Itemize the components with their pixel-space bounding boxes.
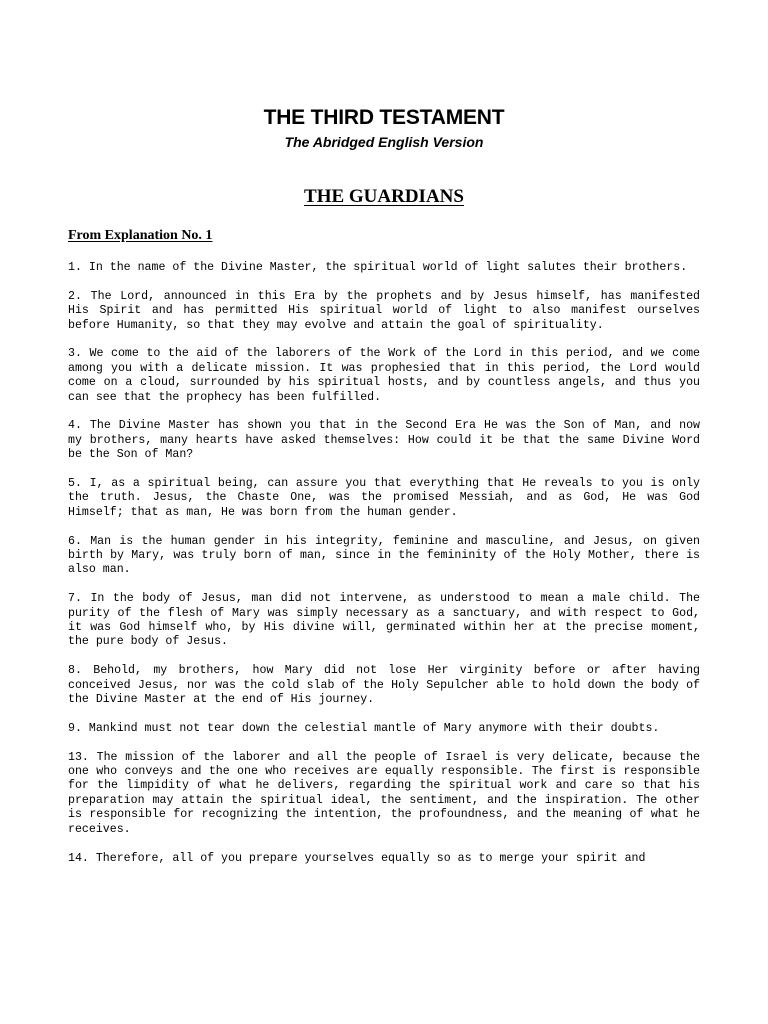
body-text bbox=[68, 261, 700, 880]
paragraph: 3. We come to the aid of the laborers of the Work of the Lord in this period, and we come among you with a delicate mission. It was prophesied that in this period, the Lord would come on a cloud, surrounded by his spiritual hosts, and by countless angels, and thus you can see that the prophecy has been fulfilled. bbox=[68, 347, 700, 404]
section-title: THE GUARDIANS bbox=[304, 186, 464, 207]
paragraph: 9. Mankind must not tear down the celestial mantle of Mary anymore with their doubts. bbox=[68, 721, 660, 735]
paragraph: 7. In the body of Jesus, man did not intervene, as understood to mean a male child. The purity of the flesh of Mary was simply necessary as a sanctuary, and with respect to God, it was God himself who, by His divine will, germinated within her at the precise moment, the pure body of Jesus. bbox=[68, 592, 700, 649]
paragraph: 14. Therefore, all of you prepare yourselves equally so as to merge your spirit and bbox=[68, 851, 646, 865]
document-subtitle: The Abridged English Version bbox=[284, 134, 484, 150]
paragraph: 5. I, as a spiritual being, can assure you that everything that He reveals to you is only the truth. Jesus, the Chaste One, was the promised Messiah, and as God, He was God Himself; that as man, He was born from the human gender. bbox=[68, 477, 700, 519]
paragraph: 6. Man is the human gender in his integrity, feminine and masculine, and Jesus, on given birth by Mary, was truly born of man, since in the femininity of the Holy Mother, there is also man. bbox=[68, 534, 700, 577]
paragraph: 1. In the name of the Divine Master, the spiritual world of light salutes their brothers. bbox=[68, 261, 688, 274]
paragraph: 4. The Divine Master has shown you that in the Second Era He was the Son of Man, and now my brothers, many hearts have asked themselves: How could it be that the same Divine Word be the Son of Man? bbox=[68, 419, 700, 462]
paragraph: 8. Behold, my brothers, how Mary did not lose Her virginity before or after having conceived Jesus, nor was the cold slab of the Holy Sepulcher able to hold down the body of the Divine Master at the end of His journey. bbox=[68, 664, 700, 707]
paragraph: 13. The mission of the laborer and all the people of Israel is very delicate, because the one who conveys and the one who receives are equally responsible. The first is responsible for the limpidity of what he delivers, regarding the spiritual work and care so that his preparation may attain the spiritual ideal, the sentiment, and the inspiration. The other is responsible for recognizing the intention, the profoundness, and the meaning of what he receives. bbox=[68, 750, 700, 836]
source-heading: From Explanation No. 1 bbox=[68, 228, 213, 243]
document-title: THE THIRD TESTAMENT bbox=[263, 106, 505, 129]
paragraph: 2. The Lord, announced in this Era by the prophets and by Jesus himself, has manifested His Spirit and has permitted His spiritual world of light to also manifest ourselves before Humanity, so that they may evolve and attain the goal of spirituality. bbox=[68, 289, 700, 332]
